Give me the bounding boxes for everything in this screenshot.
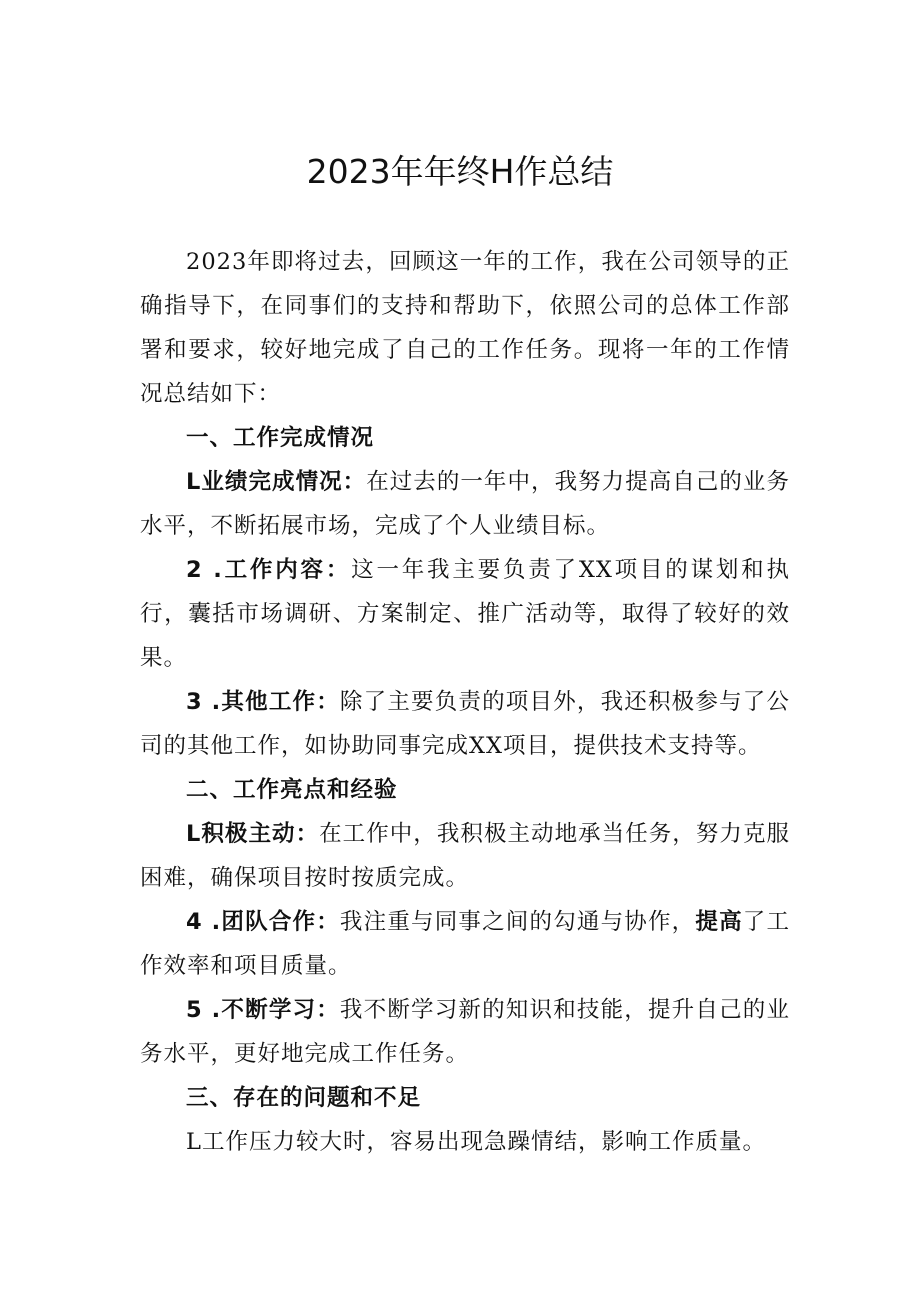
document-title: 2023年年终H作总结 [306, 152, 614, 191]
item-text: 在过去的一年中，我努力提高自己的业务水平，不断拓展市场，完成了个人业绩目标。 [140, 469, 790, 539]
item-text: 我注重与同事之间的勾通与协作， [339, 909, 696, 935]
list-item [140, 548, 790, 680]
document-body [140, 240, 790, 1164]
list-item [140, 1120, 790, 1164]
item-text: 除了主要负责的项目外，我还积极参与了公司的其他工作，如协助同事完成XX项目，提供技术支持等。 [140, 689, 790, 759]
list-item [140, 988, 790, 1076]
section-heading-2: 二、工作亮点和经验 [186, 777, 398, 803]
item-lead: 2 .工作内容： [186, 557, 352, 583]
item-lead: 3 .其他工作： [186, 689, 340, 715]
item-lead: 4 .团队合作： [186, 909, 340, 935]
list-item [140, 900, 790, 988]
item-text: 在工作中，我积极主动地承当任务，努力克服困难，确保项目按时按质完成。 [140, 821, 790, 891]
list-item [140, 680, 790, 768]
item-lead: L积极主动： [186, 821, 320, 847]
item-text: 这一年我主要负责了XX项目的谋划和执行，囊括市场调研、方案制定、推广活动等，取得了较好的效果。 [140, 557, 790, 671]
item-text-emphasis: 提高 [695, 909, 743, 935]
item-lead: L业绩完成情况： [186, 469, 367, 495]
section-heading-1: 一、工作完成情况 [186, 425, 375, 451]
list-item [140, 812, 790, 900]
item-lead: 5 .不断学习： [186, 997, 340, 1023]
section-heading-3: 三、存在的问题和不足 [186, 1085, 422, 1111]
list-item [140, 460, 790, 548]
item-text: L工作压力较大时，容易出现急躁情结，影响工作质量。 [186, 1129, 766, 1155]
intro-paragraph: 2023年即将过去，回顾这一年的工作，我在公司领导的正确指导下，在同事们的支持和帮助下，依照公司的总体工作部署和要求，较好地完成了自己的工作任务。现将一年的工作情况总结如下： [140, 249, 790, 407]
item-text: 了工作效率和项目质量。 [140, 909, 790, 979]
item-text: 我不断学习新的知识和技能，提升自己的业务水平，更好地完成工作任务。 [140, 997, 790, 1067]
